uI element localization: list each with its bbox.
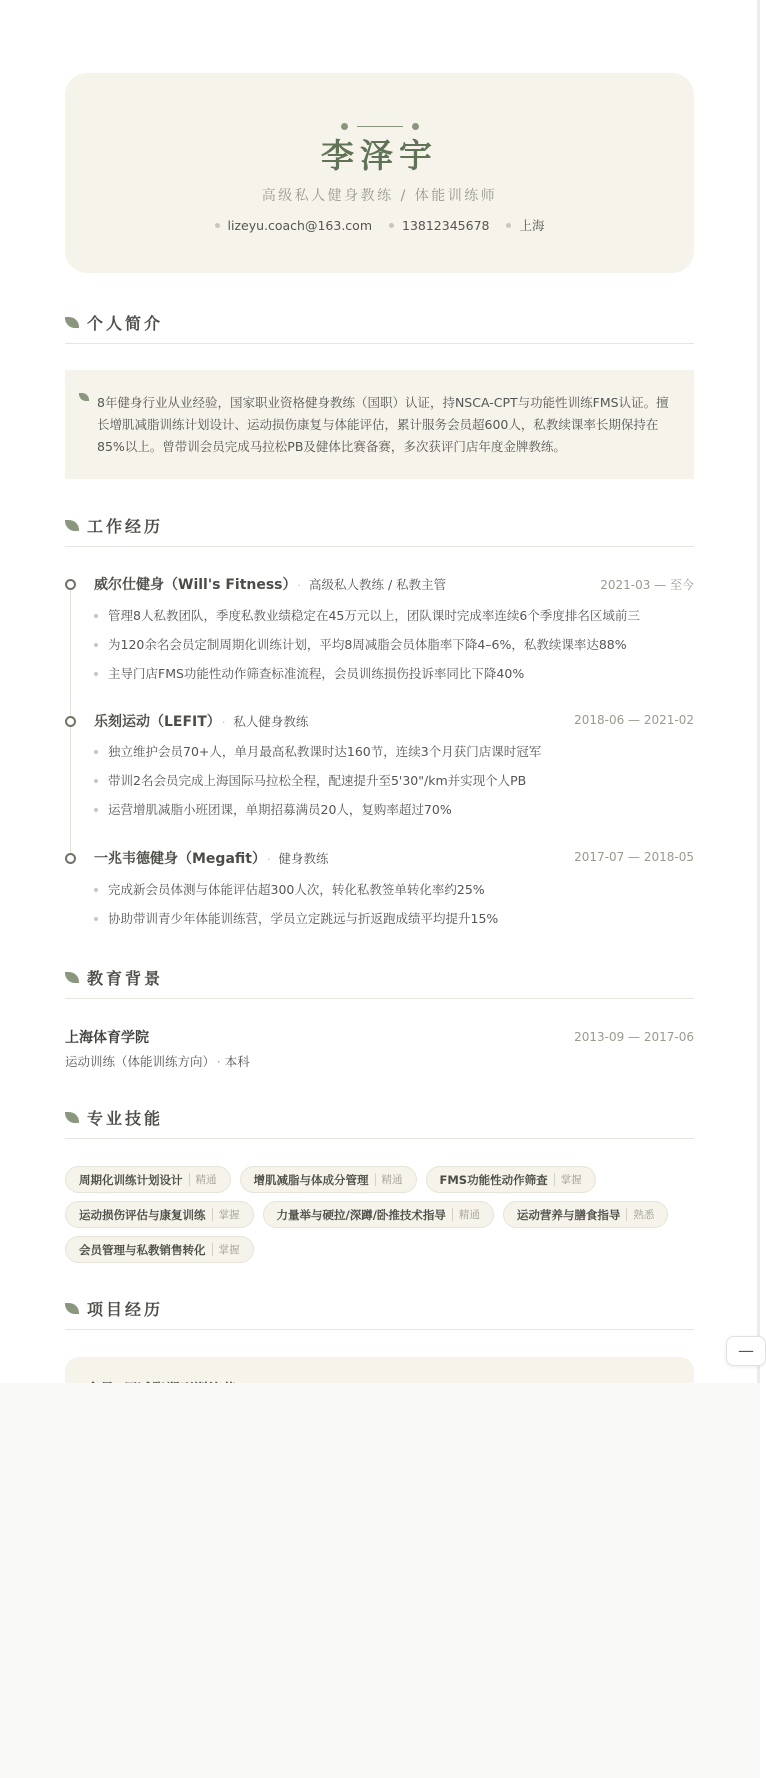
bullet-dot-icon bbox=[389, 223, 394, 228]
list-item: 协助带训青少年体能训练营，学员立定跳远与折返跑成绩平均提升15% bbox=[94, 909, 498, 938]
job-period: 2021-03 — 至今 bbox=[600, 578, 694, 592]
leaf-icon bbox=[65, 317, 79, 328]
section-divider bbox=[65, 998, 694, 999]
section-title-summary bbox=[65, 311, 163, 334]
skill-level: 精通 bbox=[381, 1174, 403, 1186]
section-title-skills bbox=[65, 1106, 163, 1129]
list-item: 主导门店FMS功能性动作筛查标准流程，会员训练损伤投诉率同比下降40% bbox=[94, 664, 640, 693]
summary-box bbox=[65, 370, 694, 479]
job-company: 一兆韦德健身（Megafit） bbox=[94, 851, 259, 867]
scrollbar-track[interactable] bbox=[757, 0, 760, 1383]
skill-level: 熟悉 bbox=[633, 1209, 655, 1221]
job-bullets bbox=[94, 742, 541, 829]
section-divider bbox=[65, 1329, 694, 1330]
edu-school: 上海体育学院 bbox=[65, 1030, 149, 1046]
list-item: 运营增肌减脂小班团课，单期招募满员20人，复购率超过70% bbox=[94, 800, 541, 829]
project-card bbox=[65, 1357, 694, 1383]
job-role: 健身教练 bbox=[278, 851, 329, 866]
skill-name: 周期化训练计划设计 bbox=[79, 1172, 183, 1187]
section-title-text: 项目经历 bbox=[87, 1300, 164, 1319]
skill-level: 掌握 bbox=[560, 1174, 582, 1186]
list-item: 完成新会员体测与体能评估超300人次，转化私教签单转化率约25% bbox=[94, 880, 498, 909]
skill-name: 运动营养与膳食指导 bbox=[516, 1207, 621, 1222]
section-title-text: 专业技能 bbox=[87, 1109, 164, 1128]
job-bullets bbox=[94, 880, 498, 938]
section-divider bbox=[65, 343, 694, 344]
list-item: 管理8人私教团队，季度私教业绩稳定在45万元以上，团队课时完成率连续6个季度排名区域前三 bbox=[94, 606, 640, 635]
timeline-node-icon bbox=[65, 853, 76, 864]
skill-name: 增肌减脂与体成分管理 bbox=[253, 1172, 369, 1187]
skill-chip bbox=[65, 1201, 254, 1228]
edu-period: 2013-09 — 2017-06 bbox=[574, 1030, 694, 1044]
skill-chip bbox=[503, 1201, 669, 1228]
edu-detail: 运动训练（体能训练方向） · 本科 bbox=[65, 1054, 250, 1069]
contact-phone[interactable] bbox=[389, 216, 489, 234]
job-period: 2017-07 — 2018-05 bbox=[574, 850, 694, 864]
job-company: 乐刻运动（LEFIT） bbox=[94, 714, 214, 730]
skill-name: 会员管理与私教销售转化 bbox=[79, 1242, 206, 1257]
skill-name: 力量举与硬拉/深蹲/卧推技术指导 bbox=[276, 1207, 446, 1222]
job-company: 威尔仕健身（Will's Fitness） bbox=[94, 577, 290, 593]
candidate-name: 李泽宇 bbox=[321, 136, 438, 175]
leaf-icon bbox=[79, 393, 89, 401]
empty-canvas-area bbox=[0, 1383, 760, 1778]
skill-chip bbox=[65, 1236, 254, 1263]
contact-email[interactable] bbox=[215, 216, 373, 234]
job-bullets bbox=[94, 606, 640, 693]
contact-location bbox=[506, 216, 544, 234]
contact-email-text: lizeyu.coach@163.com bbox=[227, 217, 372, 233]
section-title-text: 教育背景 bbox=[87, 969, 164, 988]
edu-degree: 本科 bbox=[224, 1054, 250, 1069]
candidate-subtitle: 高级私人健身教练 / 体能训练师 bbox=[261, 188, 498, 204]
list-item: 独立维护会员70+人，单月最高私教课时达160节，连续3个月获门店课时冠军 bbox=[94, 742, 541, 771]
skill-level: 精通 bbox=[195, 1174, 217, 1186]
skills-list bbox=[65, 1166, 705, 1263]
skill-chip bbox=[426, 1166, 596, 1193]
contact-phone-text: 13812345678 bbox=[402, 217, 490, 233]
bullet-dot-icon bbox=[215, 223, 220, 228]
skill-name: FMS功能性动作筛查 bbox=[439, 1172, 548, 1187]
edu-major: 运动训练（体能训练方向） bbox=[65, 1054, 209, 1069]
skill-level: 掌握 bbox=[218, 1209, 240, 1221]
skill-name: 运动损伤评估与康复训练 bbox=[79, 1207, 206, 1222]
summary-line-1: 8年健身行业从业经验，国家职业资格健身教练（国职）认证，持NSCA-CPT与功能性训练FMS认证。擅 bbox=[97, 395, 669, 410]
skill-chip bbox=[65, 1166, 231, 1193]
section-title-work bbox=[65, 514, 163, 537]
resume-page: 李泽宇 高级私人健身教练 / 体能训练师 lizeyu.coach@163.com 13812345678 上海 个人简介 8年健身行业从业经验，国家职业资格健身教练（国职）认证，持NSCA-CPT与功能性训练FMS认证。擅 长增肌减脂训练计划设计、运动损伤康复与体能评估，累计服务会员超600人，私教续课率长期保持在 85%以上。曾带训会员完成马拉松PB及健体比赛备赛，多次获评门店年度金牌教练。 工作经历 威尔仕健身（Will's Fitness） · 高级私人教练 / 私教主管 2021-03 — 至今 管理8人私教团队，季度私教业绩稳定在45万元以上，团队课时完成率连续6个季度排名区域前三 为120余名会员定制周期化训练计划，平均8周减脂会员体脂率下降4–6%，私教续课率达88% 主导门店FMS功能性动作筛查标准流程，会员训练损伤投诉率同比下降40% 乐刻运动（LEFIT） · 私人健身教练 2018-06 — 2021-02 独立维护会员70+人，单月最高私教课时达160节，连续3个月获门店课时冠军 带训2名会员完成上海国际马拉松全程，配速提升至5'30"/km并实现个人PB 运营增肌减脂小班团课，单期招募满员20人，复购率超过70% 一兆韦德健身（Megafit） · 健身教练 2017-07 — 2018-05 完成新会员体测与体能评估超300人次，转化私教签单转化率约25% 协助带训青少年体能训练营，学员立定跳远与折返跑成绩平均提升15% 教育背景 上海体育学院 2013-09 — 2017-06 运动训练（体能训练方向） · 本科 专业技能 周期化训练计划设计 精通 增肌减脂与体成分管理 精通 FMS功能性动作筛查 掌握 运动损伤评估与康复训练 掌握 力量举与硬拉/深蹲/卧推技术指导 精通 运动营养与膳食指导 熟悉 会员管理与私教销售转化 掌握 项目经历 bbox=[0, 0, 760, 1383]
skill-level: 精通 bbox=[458, 1209, 480, 1221]
job-period: 2018-06 — 2021-02 bbox=[574, 713, 694, 727]
skill-chip bbox=[263, 1201, 494, 1228]
contact-list bbox=[65, 216, 694, 234]
skill-chip bbox=[240, 1166, 417, 1193]
section-title-education bbox=[65, 966, 163, 989]
skill-level: 掌握 bbox=[218, 1244, 240, 1256]
job-role: 私人健身教练 bbox=[233, 714, 309, 729]
header-ornament bbox=[341, 122, 419, 130]
section-divider bbox=[65, 546, 694, 547]
timeline-node-icon bbox=[65, 579, 76, 590]
timeline-node-icon bbox=[65, 716, 76, 727]
leaf-icon bbox=[65, 520, 79, 531]
section-title-text: 个人简介 bbox=[87, 314, 164, 333]
leaf-icon bbox=[65, 1112, 79, 1123]
resume-header bbox=[65, 73, 694, 273]
contact-location-text: 上海 bbox=[519, 218, 545, 233]
list-item: 带训2名会员完成上海国际马拉松全程，配速提升至5'30"/km并实现个人PB bbox=[94, 771, 541, 800]
section-title-text: 工作经历 bbox=[87, 517, 164, 536]
job-role: 高级私人教练 / 私教主管 bbox=[309, 577, 447, 592]
leaf-icon bbox=[65, 972, 79, 983]
list-item: 为120余名会员定制周期化训练计划，平均8周减脂会员体脂率下降4–6%，私教续课率达88% bbox=[94, 635, 640, 664]
summary-line-2: 长增肌减脂训练计划设计、运动损伤康复与体能评估，累计服务会员超600人，私教续课率长期保持在 bbox=[97, 417, 659, 432]
bullet-dot-icon bbox=[506, 223, 511, 228]
section-title-projects bbox=[65, 1297, 163, 1320]
leaf-icon bbox=[65, 1303, 79, 1314]
section-divider bbox=[65, 1138, 694, 1139]
collapse-button[interactable]: — bbox=[726, 1336, 766, 1366]
summary-line-3: 85%以上。曾带训会员完成马拉松PB及健体比赛备赛，多次获评门店年度金牌教练。 bbox=[97, 439, 566, 454]
